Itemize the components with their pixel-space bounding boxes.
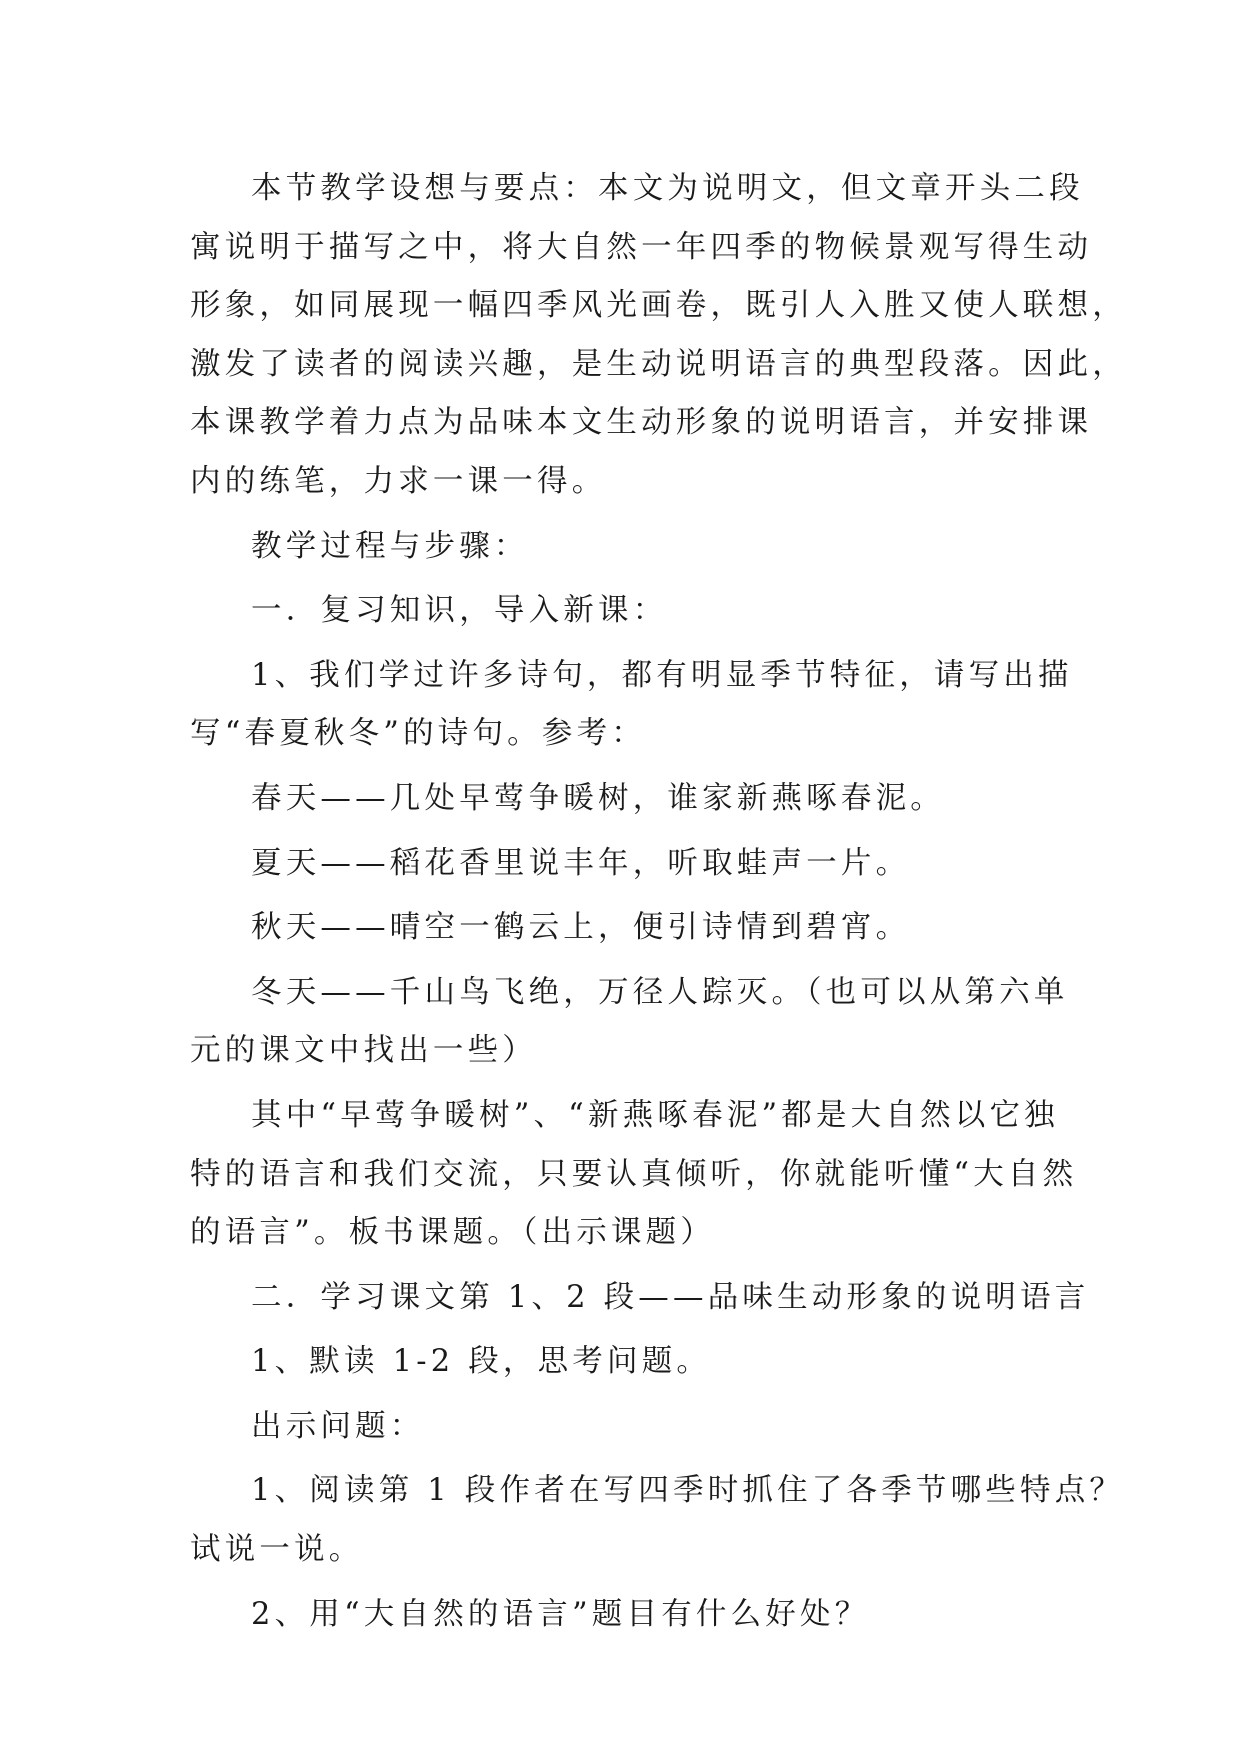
text-line: 1、我们学过许多诗句，都有明显季节特征，请写出描 <box>251 657 1073 693</box>
text-line: 2、用“大自然的语言”题目有什么好处？ <box>251 1596 870 1632</box>
paragraph-nature-language <box>190 1087 1078 1263</box>
poem-spring <box>190 770 1060 829</box>
text-line: 夏天——稻花香里说丰年，听取蛙声一片。 <box>251 845 911 881</box>
paragraph-read-silently <box>190 1333 1060 1392</box>
text-line: 寓说明于描写之中，将大自然一年四季的物候景观写得生动 <box>190 229 1093 265</box>
paragraph-design-intent <box>190 160 1127 512</box>
text-line: 其中“早莺争暖树”、“新燕啄春泥”都是大自然以它独 <box>251 1097 1059 1133</box>
text-line: 出示问题： <box>251 1408 425 1444</box>
section-heading-study <box>190 1269 1090 1328</box>
text-line: 元的课文中找出一些） <box>190 1033 537 1069</box>
poem-summer <box>190 835 1060 894</box>
text-line: 的语言”。板书课题。（出示课题） <box>190 1215 716 1251</box>
question-2 <box>190 1586 1060 1645</box>
text-line: 二．学习课文第 1、2 段——品味生动形象的说明语言 <box>251 1279 1090 1315</box>
text-line: 试说一说。 <box>190 1532 364 1568</box>
question-1 <box>190 1462 1125 1579</box>
text-line: 1、阅读第 1 段作者在写四季时抓住了各季节哪些特点？ <box>251 1473 1125 1509</box>
text-line: 本节教学设想与要点：本文为说明文，但文章开头二段 <box>251 171 1084 206</box>
document-body <box>190 160 1127 1644</box>
text-line: 秋天——晴空一鹤云上，便引诗情到碧宵。 <box>251 910 911 946</box>
text-line: 形象，如同展现一幅四季风光画卷，既引人入胜又使人联想， <box>190 288 1127 324</box>
text-line: 春天——几处早莺争暖树，谁家新燕啄春泥。 <box>251 780 945 816</box>
paragraph-show-questions <box>190 1398 1060 1457</box>
poem-autumn <box>190 899 1060 958</box>
text-line: 内的练笔，力求一课一得。 <box>190 463 607 499</box>
paragraph-task-1 <box>190 647 1073 764</box>
section-heading-review <box>190 582 1060 641</box>
text-line: 教学过程与步骤： <box>251 528 529 564</box>
text-line: 一．复习知识，导入新课： <box>251 593 668 629</box>
poem-winter <box>190 964 1069 1081</box>
text-line: 激发了读者的阅读兴趣，是生动说明语言的典型段落。因此， <box>190 346 1127 382</box>
text-line: 本课教学着力点为品味本文生动形象的说明语言，并安排课 <box>190 405 1093 441</box>
text-line: 写“春夏秋冬”的诗句。参考： <box>190 716 646 752</box>
text-line: 特的语言和我们交流，只要认真倾听，你就能听懂“大自然 <box>190 1156 1078 1192</box>
text-line: 冬天——千山鸟飞绝，万径人踪灭。（也可以从第六单 <box>251 974 1069 1010</box>
paragraph-process-heading <box>190 518 1060 577</box>
text-line: 1、默读 1-2 段，思考问题。 <box>251 1344 712 1380</box>
